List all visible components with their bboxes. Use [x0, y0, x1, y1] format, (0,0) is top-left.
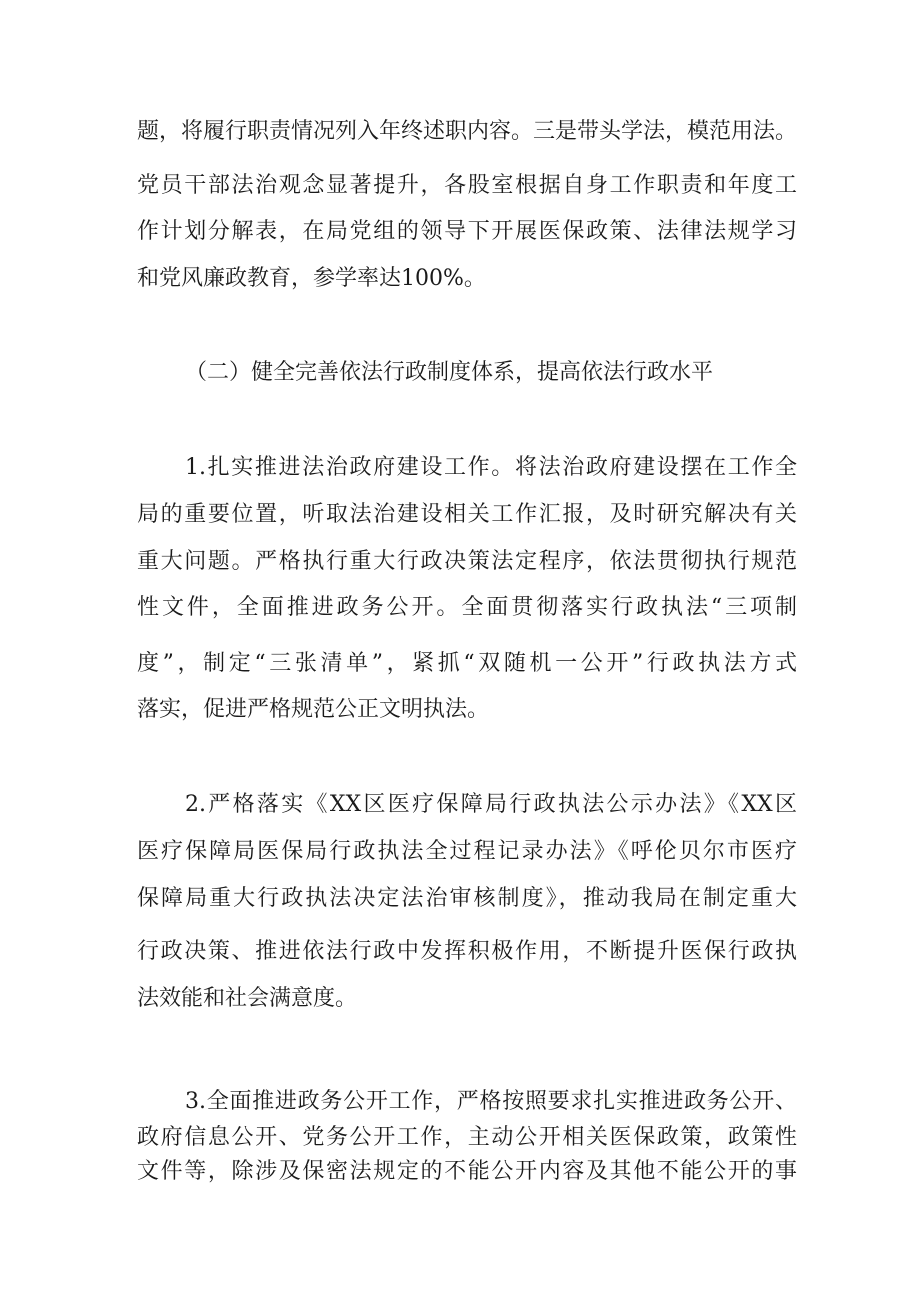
- paragraph-line: 落实，促进严格规范公正文明执法。: [137, 697, 490, 722]
- paragraph-line: 行政决策、推进依法行政中发挥积极作用，不断提升医保行政执: [137, 939, 797, 964]
- paragraph-line: 度”，制定“三张清单”，紧抓“双随机一公开”行政执法方式: [137, 651, 797, 676]
- paragraph-line: 政府信息公开、党务公开工作，主动公开相关医保政策，政策性: [137, 1125, 797, 1150]
- paragraph-line: 医疗保障局医保局行政执法全过程记录办法》《呼伦贝尔市医疗: [137, 839, 797, 864]
- paragraph-line: 党员干部法治观念显著提升，各股室根据自身工作职责和年度工: [137, 173, 797, 198]
- paragraph-line: 3.全面推进政务公开工作，严格按照要求扎实推进政务公开、: [185, 1089, 797, 1114]
- paragraph-line: 作计划分解表，在局党组的领导下开展医保政策、法律法规学习: [137, 219, 797, 244]
- paragraph-line: 法效能和社会满意度。: [137, 986, 358, 1011]
- paragraph-line: 重大问题。严格执行重大行政决策法定程序，依法贯彻执行规范: [137, 549, 797, 574]
- paragraph-line: 1.扎实推进法治政府建设工作。将法治政府建设摆在工作全: [185, 455, 797, 480]
- paragraph-line: 文件等，除涉及保密法规定的不能公开内容及其他不能公开的事: [137, 1159, 797, 1184]
- paragraph-line: 题，将履行职责情况列入年终述职内容。三是带头学法，模范用法。: [137, 119, 798, 144]
- paragraph-line: 局的重要位置，听取法治建设相关工作汇报，及时研究解决有关: [137, 502, 797, 527]
- paragraph-line: 和党风廉政教育，参学率达100%。: [137, 266, 486, 291]
- paragraph-line: 2.严格落实《XX区医疗保障局行政执法公示办法》《XX区: [185, 792, 797, 817]
- paragraph-line: 保障局重大行政执法决定法治审核制度》，推动我局在制定重大: [137, 886, 797, 911]
- paragraph-line: 性文件，全面推进政务公开。全面贯彻落实行政执法“三项制: [137, 595, 797, 620]
- section-heading: （二）健全完善依法行政制度体系，提高依法行政水平: [185, 360, 714, 385]
